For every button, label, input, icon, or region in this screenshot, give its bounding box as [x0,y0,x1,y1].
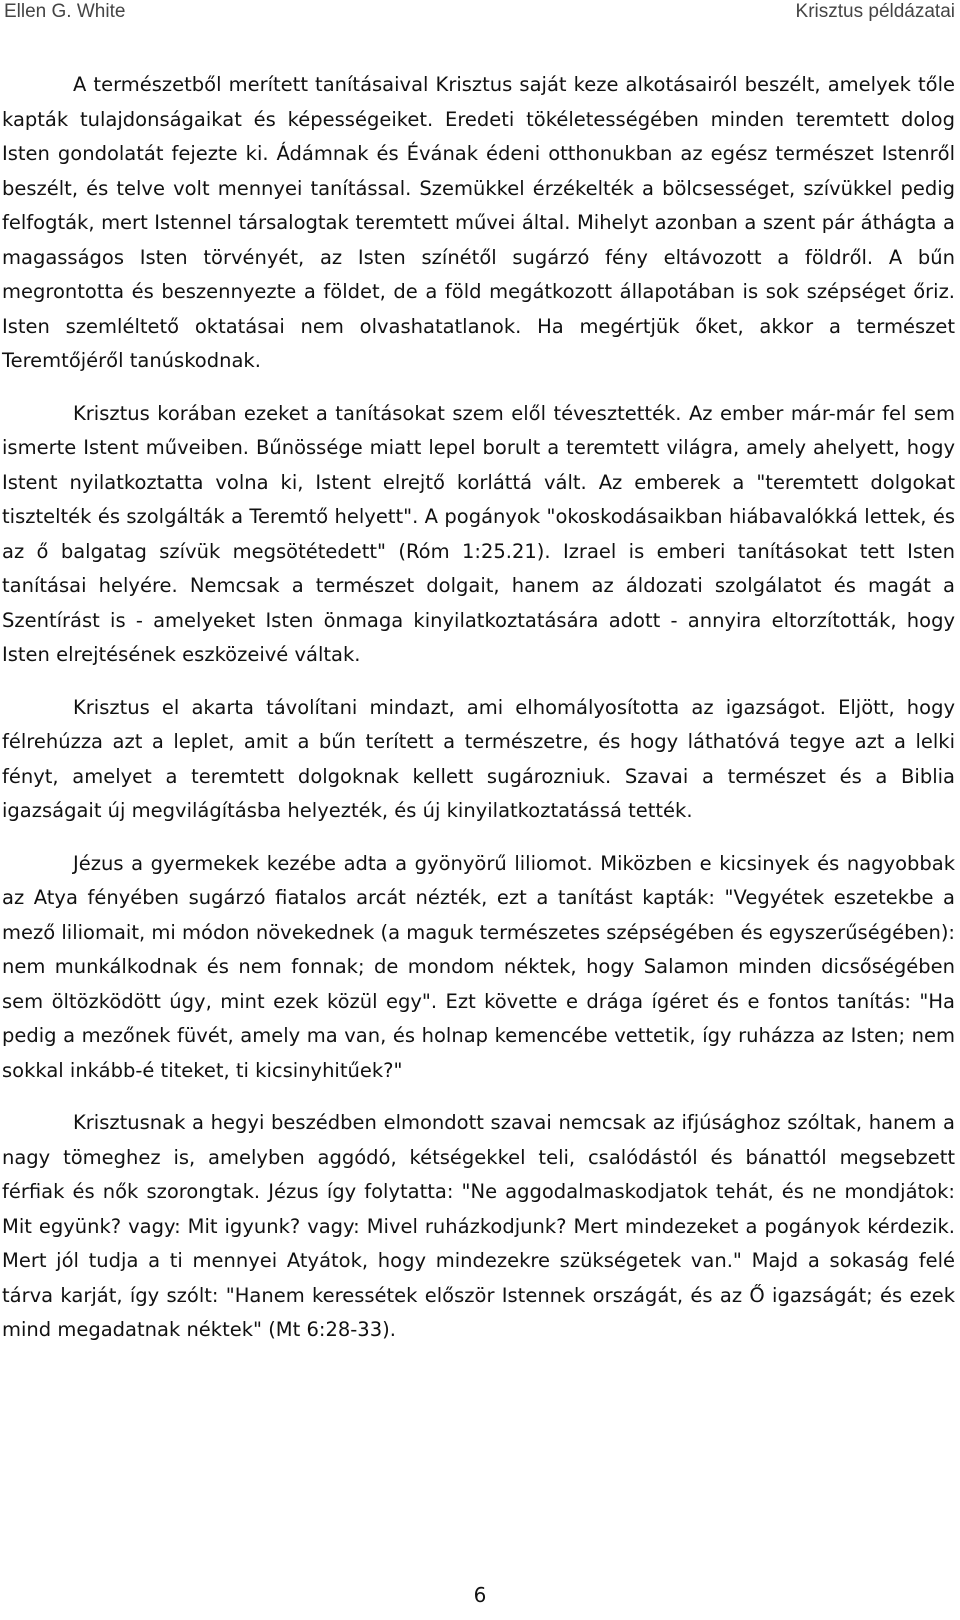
author-name: Ellen G. White [4,1,126,22]
paragraph: Krisztus el akarta távolítani mindazt, ami elhomályosította az igazságot. Eljött, hogy félrehúzza azt a leplet, amit a bűn terített a természetre, és hogy láthatóvá tegye azt a lelki fényt, amelyet a teremtett dolgoknak kellett sugározniuk. Szavai a természet és a Biblia igazságait új megvilágításba helyezték, és új kinyilatkoztatássá tették. [2,695,955,822]
paragraph: Krisztusnak a hegyi beszédben elmondott szavai nemcsak az ifjúsághoz szóltak, hanem a nagy tömeghez is, amelyben aggódó, kétségekkel teli, csalódástól és bánattól megsebzett férfiak és nők szorongtak. Jézus így folytatta: "Ne aggodalmaskodjatok tehát, és ne mondjátok: Mit együnk? vagy: Mit igyunk? vagy: Mivel ruházkodjunk? Mert mindezeket a pogányok kérdezik. Mert jól tudja a ti mennyei Atyátok, hogy mindezekre szükségetek van." Majd a sokaság felé tárva karját, így szólt: "Hanem keressétek először Istennek országát, és az Ő igazságát; és ezek mind megadatnak néktek" (Mt 6:28-33). [2,1111,955,1341]
page-header [0,0,960,26]
page-body [2,68,955,1366]
paragraph: Krisztus korában ezeket a tanításokat szem elől tévesztették. Az ember már-már fel sem ismerte Istent műveiben. Bűnössége miatt lepel borult a teremtett világra, amely ahelyett, hogy Istent nyilatkoztatta volna ki, Istent elrejtő korláttá vált. Az emberek a "teremtett dolgokat tisztelték és szolgálták a Teremtő helyett". A pogányok "okoskodásaikban hiábavalókká lettek, és az ő balgatag szívük megsötétedett" (Róm 1:25.21). Izrael is emberi tanításokat tett Isten tanításai helyére. Nemcsak a természet dolgait, hanem az áldozati szolgálatot és magát a Szentírást is - amelyeket Isten önmaga kinyilatkoztatására adott - annyira eltorzították, hogy Isten elrejtésének eszközeivé váltak. [2,401,955,666]
book-title: Krisztus példázatai [795,1,955,22]
paragraph: A természetből merített tanításaival Krisztus saját keze alkotásairól beszélt, amelyek tőle kapták tulajdonságaikat és képességeiket. Eredeti tökéletességében minden teremtett dolog Isten gondolatát fejezte ki. Ádámnak és Évának édeni otthonukban az egész természet Istenről beszélt, és telve volt mennyei tanítással. Szemükkel érzékelték a bölcsességet, szívükkel pedig felfogták, mert Istennel társalogtak teremtett művei által. Mihelyt azonban a szent pár áthágta a magasságos Isten törvényét, az Isten színétől sugárzó fény eltávozott a földről. A bűn megrontotta és beszennyezte a földet, de a föld megátkozott állapotában is sok szépséget őriz. Isten szemléltető oktatásai nem olvashatatlanok. Ha megértjük őket, akkor a természet Teremtőjéről tanúskodnak. [2,73,955,372]
page-number: 6 [473,1583,487,1607]
paragraph: Jézus a gyermekek kezébe adta a gyönyörű liliomot. Miközben e kicsinyek és nagyobbak az Atya fényében sugárzó fiatalos arcát nézték, ezt a tanítást kapták: "Vegyétek eszetekbe a mező liliomait, mi módon növekednek (a maguk természetes szépségében és egyszerűségében): nem munkálkodnak és nem fonnak; de mondom néktek, hogy Salamon minden dicsőségében sem öltözködött úgy, mint ezek közül egy". Ezt követte e drága ígéret és e fontos tanítás: "Ha pedig a mezőnek füvét, amely ma van, és holnap kemencébe vettetik, így ruházza az Isten; nem sokkal inkább-é titeket, ti kicsinyhitűek?" [2,851,955,1082]
